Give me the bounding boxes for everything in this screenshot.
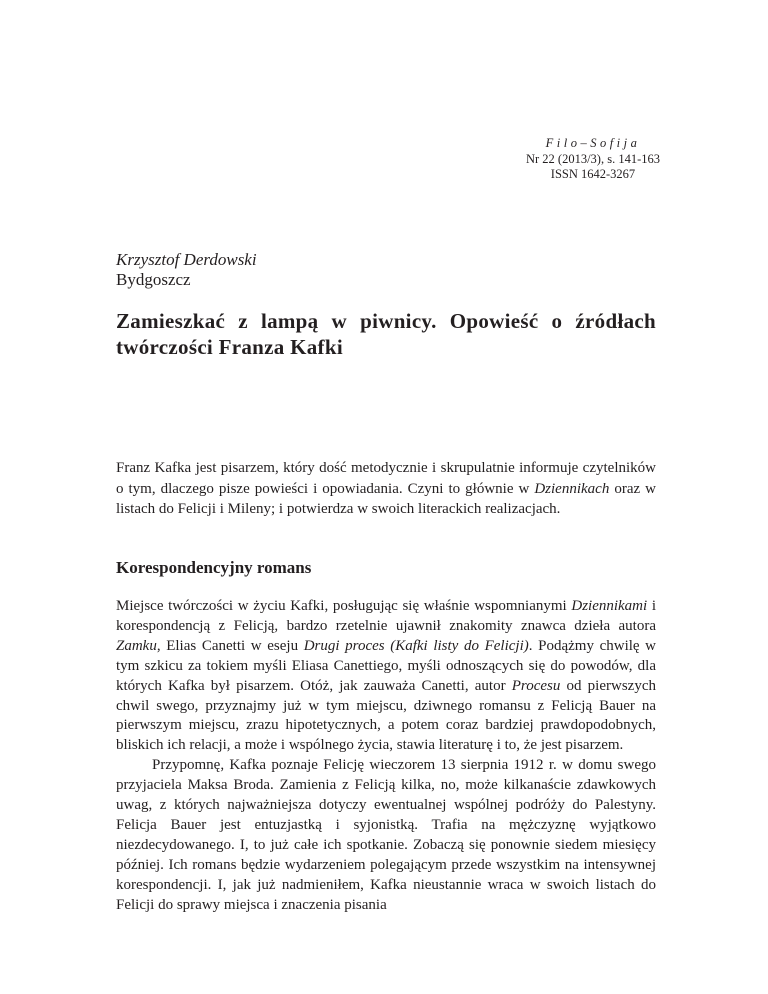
article-title: Zamieszkać z lampą w piwnicy. Opowieść o źródłach twórczości Franza Kafki [116, 309, 656, 359]
author-city: Bydgoszcz [116, 270, 191, 289]
paragraph-text: . Podążmy chwilę w tym szkicu za tokiem myśli Eliasa Canettiego, myśli odnoszących się do powodów, dla których Kafka był pisarzem. Otóż, jak zauważa Canetti, autor [116, 637, 657, 694]
journal-issue: Nr 22 (2013/3), s. 141-163 [525, 151, 660, 166]
italic-dziennikami: Dziennikami [571, 598, 648, 614]
body-text [116, 597, 656, 916]
italic-zamku: Zamku [116, 637, 157, 654]
author-block [116, 250, 257, 290]
abstract-italic-dzienniki: Dziennikach [534, 480, 610, 497]
journal-header [526, 136, 660, 183]
paragraph-text: Miejsce twórczości w życiu Kafki, posługując się właśnie wspomnianymi [116, 598, 572, 614]
abstract [116, 458, 656, 520]
author-name: Krzysztof Derdowski [116, 250, 257, 269]
journal-issn: ISSN 1642-3267 [550, 167, 636, 181]
journal-title: Filo–Sofija [545, 136, 641, 150]
paragraph-2: Przypomnę, Kafka poznaje Felicję wieczorem 13 sierpnia 1912 r. w domu swego przyjaciela Maksa Broda. Zamienia z Felicją kilka, no, może kilkanaście zdawkowych uwag, z których najważniejsza dotyczy ewentualnej wspólnej podróży do Palestyny. Felicja Bauer jest entuzjastką i syjonistką. Trafia na mężczyznę wyjątkowo niezdecydowanego. I, to już całe ich spotkanie. Zobaczą się ponownie siedem miesięcy później. Ich romans będzie wydarzeniem polegającym przede wszystkim na intensywnej korespondencji. I, jak już nadmieniłem, Kafka nieustannie wraca w swoich listach do Felicji do sprawy miejsca i znaczenia pisania [116, 757, 656, 913]
paragraph-1 [116, 597, 656, 756]
paragraph-text: od pierwszych chwil swego, przyznajmy już w tym miejscu, dziwnego romansu z Felicją Bauer na pierwszym miejscu, zrazu hipotetycznych, a potem coraz bardziej prawdopodobnych, bliskich ich relacji, a może i wspólnego życia, stawia literaturę i to, że jest pisarzem. [116, 677, 656, 754]
abstract-text: oraz w listach do Felicji i Mileny; i potwierdza w swoich literackich realizacjach. [116, 480, 656, 518]
abstract-text: Franz Kafka jest pisarzem, który dość metodycznie i skrupulatnie informuje czytelników o tym, dlaczego pisze powieści i opowiadania. Czyni to głównie w [116, 460, 656, 497]
italic-drugi-proces: Drugi proces (Kafki listy do Felicji) [303, 637, 529, 654]
paragraph-text: , Elias Canetti w eseju [156, 637, 304, 654]
section-heading: Korespondencyjny romans [116, 558, 312, 577]
italic-procesu: Procesu [511, 677, 561, 694]
paragraph-text: i korespondencją z Felicją, bardzo rzetelnie ujawnił znakomity znawca dzieła autora [116, 598, 656, 634]
